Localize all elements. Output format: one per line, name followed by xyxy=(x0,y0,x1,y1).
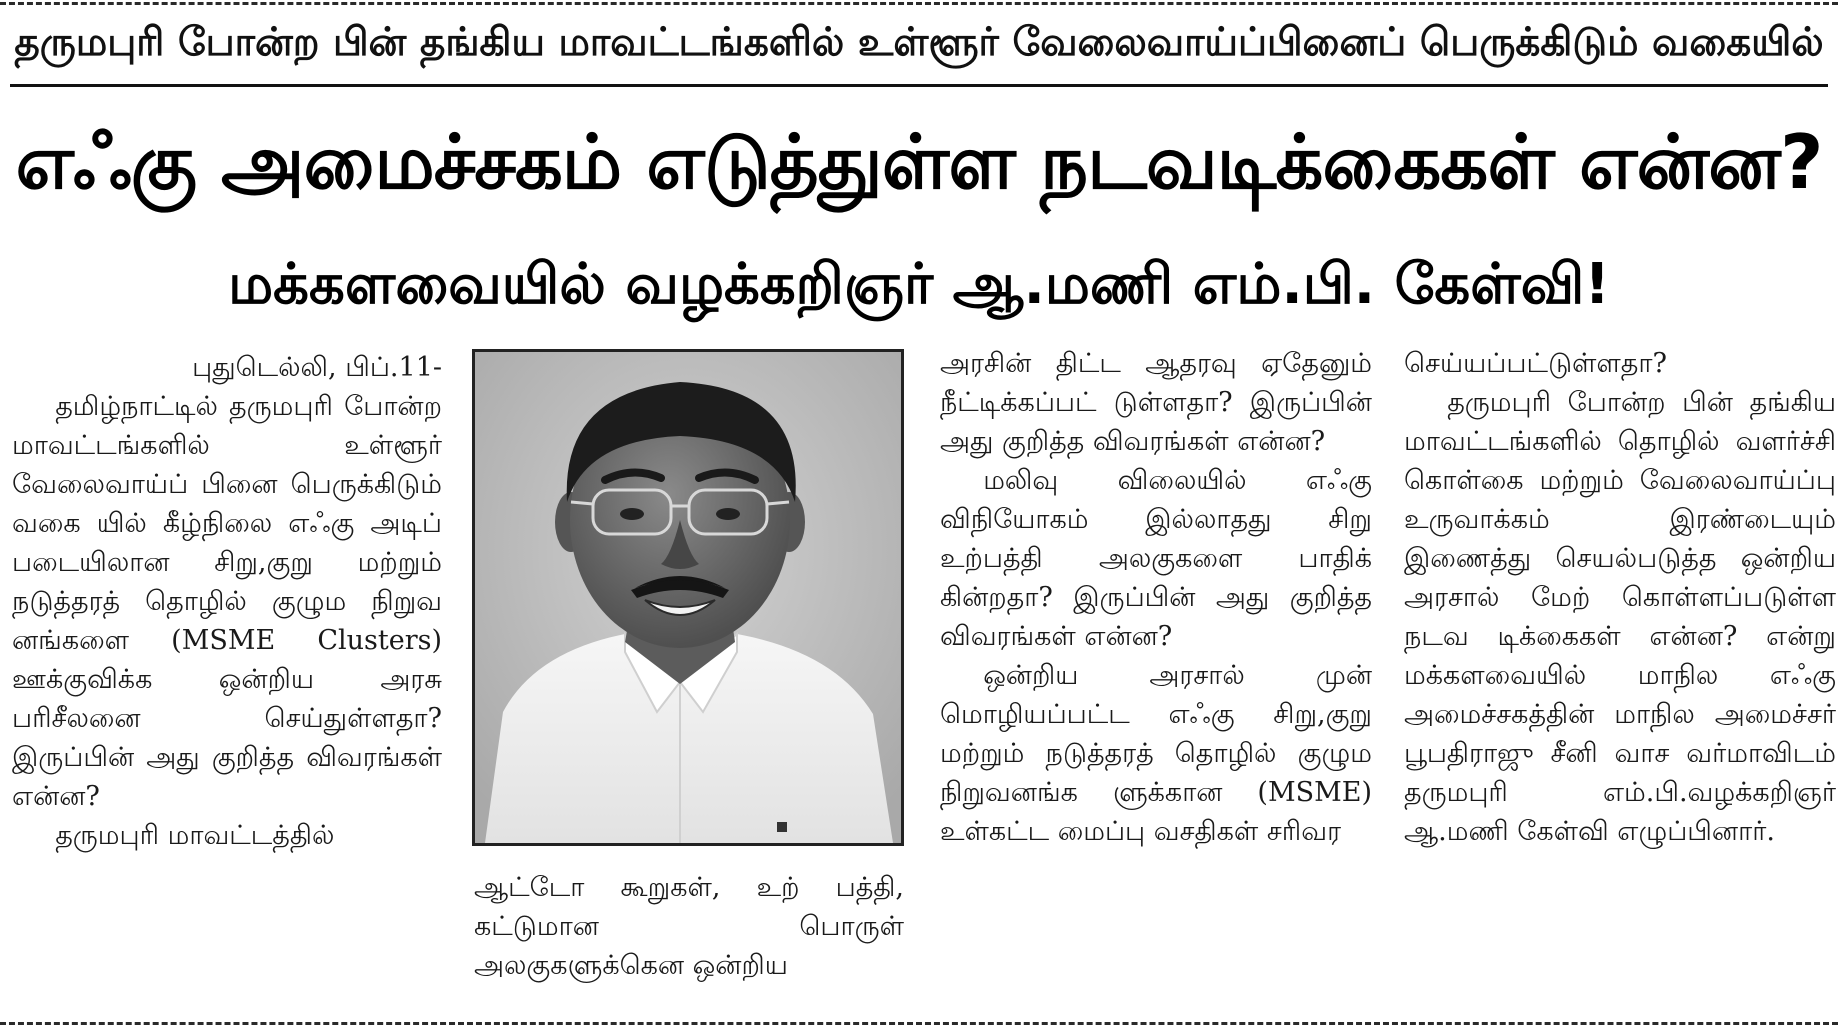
kicker-underline xyxy=(10,84,1828,87)
column-1 xyxy=(12,348,442,855)
main-headline: எஃகு அமைச்சகம் எடுத்துள்ள நடவடிக்கைகள் என்ன? xyxy=(15,118,1823,206)
column-2-paragraph-1: ஆட்டோ கூறுகள், உற் பத்தி, கட்டுமான பொருள் அலகுகளுக்கென ஒன்றிய xyxy=(474,872,904,981)
column-3 xyxy=(940,344,1372,851)
kicker-headline: தருமபுரி போன்ற பின் தங்கிய மாவட்டங்களில் உள்ளூர் வேலைவாய்ப்பினைப் பெருக்கிடும் வகையில் xyxy=(14,20,1824,65)
bottom-dashed-rule xyxy=(0,1022,1838,1025)
column-4 xyxy=(1404,344,1836,851)
portrait-illustration xyxy=(475,352,901,843)
column-1-paragraph-2: தருமபுரி மாவட்டத்தில் xyxy=(55,820,335,851)
dateline: புதுடெல்லி, பிப்.11- xyxy=(192,352,442,383)
column-4-paragraph-1: செய்யப்பட்டுள்ளதா? xyxy=(1404,348,1667,379)
column-2 xyxy=(474,868,904,985)
column-3-paragraph-1: அரசின் திட்ட ஆதரவு ஏதேனும் நீட்டிக்கப்பட் டுள்ளதா? இருப்பின் அது குறித்த விவரங்கள் என்ன? xyxy=(940,348,1372,457)
column-1-paragraph-1: தமிழ்நாட்டில் தருமபுரி போன்ற மாவட்டங்களில் உள்ளூர் வேலைவாய்ப் பினை பெருக்கிடும் வகை யில் கீழ்நிலை எஃகு அடிப் படையிலான சிறு,குறு மற்றும் நடுத்தரத் தொழில் குழும நிறுவ னங்களை (MSME Clusters) ஊக்குவிக்க ஒன்றிய அரசு பரிசீலனை செய்துள்ளதா? இருப்பின் அது குறித்த விவரங்கள் என்ன? xyxy=(12,391,442,812)
column-3-paragraph-3: ஒன்றிய அரசால் முன் மொழியப்பட்ட எஃகு சிறு,குறு மற்றும் நடுத்தரத் தொழில் குழும நிறுவனங்க ளுக்கான (MSME) உள்கட்ட மைப்பு வசதிகள் சரிவர xyxy=(940,660,1372,847)
sub-headline: மக்களவையில் வழக்கறிஞர் ஆ.மணி எம்.பி. கேள்வி! xyxy=(228,252,1610,317)
column-3-paragraph-2: மலிவு விலையில் எஃகு விநியோகம் இல்லாதது சிறு உற்பத்தி அலகுகளை பாதிக் கின்றதா? இருப்பின் அது குறித்த விவரங்கள் என்ன? xyxy=(940,465,1372,652)
column-4-paragraph-2: தருமபுரி போன்ற பின் தங்கிய மாவட்டங்களில் தொழில் வளர்ச்சி கொள்கை மற்றும் வேலைவாய்ப்பு உருவாக்கம் இரண்டையும் இணைத்து செயல்படுத்த ஒன்றிய அரசால் மேற் கொள்ளப்படுள்ள நடவ டிக்கைகள் என்ன? என்று மக்களவையில் மாநில எஃகு அமைச்சகத்தின் மாநில அமைச்சர் பூபதிராஜு சீனி வாச வர்மாவிடம் தருமபுரி எம்.பி.வழக்கறிஞர் ஆ.மணி கேள்வி எழுப்பினார். xyxy=(1404,387,1836,847)
top-dashed-rule xyxy=(0,2,1838,5)
mp-portrait-photo xyxy=(472,349,904,846)
